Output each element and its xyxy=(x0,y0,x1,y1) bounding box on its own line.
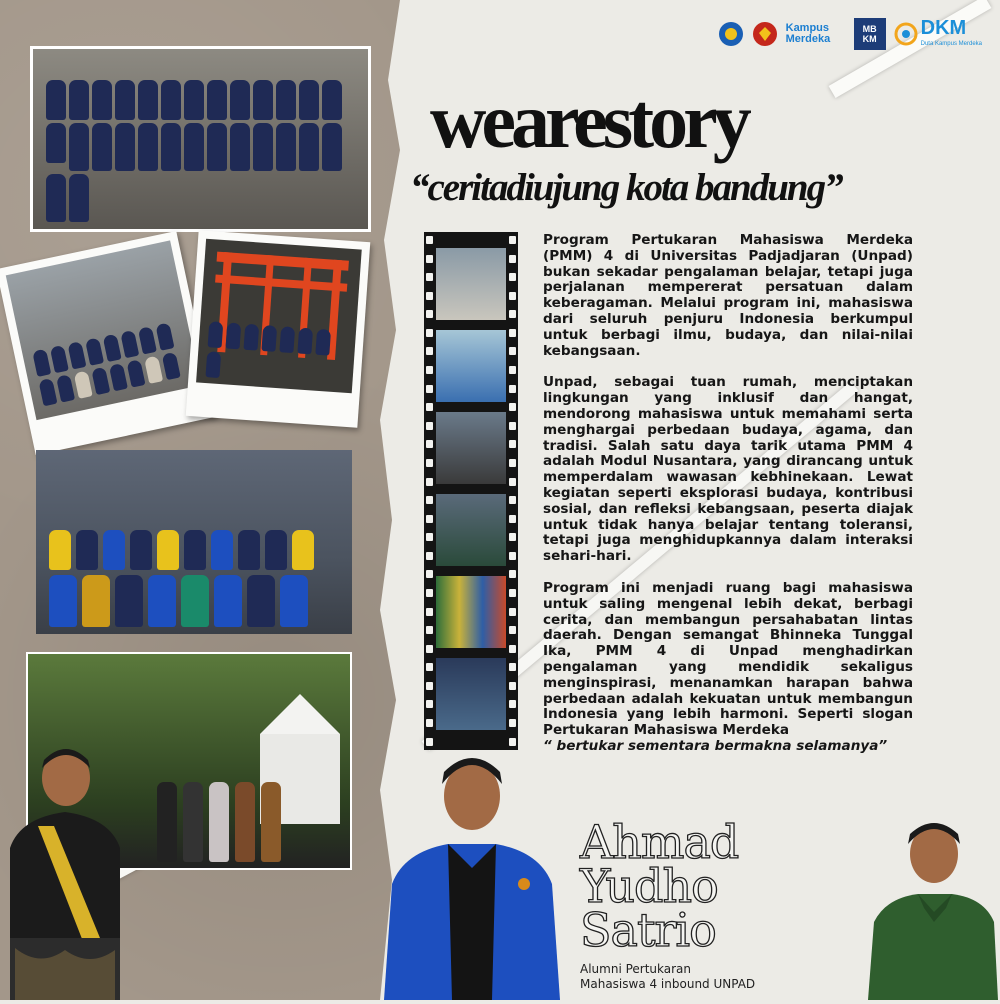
dkm-logo: DKM Duta Kampus Merdeka xyxy=(894,20,982,48)
film-frame xyxy=(436,576,506,648)
film-frame xyxy=(436,330,506,402)
article-paragraph: Program ini menjadi ruang bagi mahasiswa untuk saling mengenal lebih dekat, berbagi cerita, dan membangun persahabatan lintas daerah. Dengan semangat Bhinneka Tunggal Ika, PMM 4 di Unpad menghadirkan pengalaman yang mendidik sekaligus menginspirasi, menanamkan harapan bahwa perbedaan adalah kekuatan untuk membangun Indonesia yang lebih harmoni. Seperti slogan Pertukaran Mahasiswa Merdeka xyxy=(543,579,913,739)
author-role xyxy=(580,962,755,992)
kampus-merdeka-logo: Kampus Merdeka xyxy=(785,22,831,45)
page-title: wearestory xyxy=(430,77,747,164)
article-paragraph: Unpad, sebagai tuan rumah, menciptakan lingkungan yang inklusif dan hangat, mendorong mahasiswa untuk memahami serta menghargai perbedaan budaya, agama, dan tradisi. Salah satu daya tarik utama PMM 4 adalah Modul Nusantara, yang dirancang untuk memperdalam wawasan kebhinekaan. Lewat kegiatan seperti eksplorasi budaya, kontribusi sosial, dan refleksi kebangsaan, peserta diajak untuk tidak hanya belajar tentang toleransi, tetapi juga menghidupkannya dalam interaksi sehari-hari. xyxy=(543,374,913,565)
person-sash-cutout xyxy=(0,738,130,1000)
author-name-line: Ahmad xyxy=(580,815,739,869)
author-name-line: Satrio xyxy=(580,903,716,957)
author-name-line: Yudho xyxy=(580,859,718,913)
article-paragraph: Program Pertukaran Mahasiswa Merdeka (PMM) 4 di Universitas Padjadjaran (Unpad) bukan sekadar pengalaman belajar, tetapi juga perjalanan mempererat persatuan dalam keberagaman. Melalui program ini, mahasiswa dari seluruh penjuru Indonesia berkumpul untuk berbagi ilmu, budaya, dan nilai-nilai kebangsaan. xyxy=(543,232,913,359)
film-frame xyxy=(436,248,506,320)
author-role-line: Alumni Pertukaran xyxy=(580,962,692,976)
slogan-quote: “ bertukar sementara bermakna selamanya” xyxy=(543,737,888,754)
group-photo-top xyxy=(30,46,371,232)
polaroid-photo-torii xyxy=(186,230,371,428)
mbkm-logo: MB KM xyxy=(854,18,886,50)
film-strip xyxy=(424,232,518,750)
article-body xyxy=(543,233,913,755)
film-frame xyxy=(436,658,506,730)
author-name xyxy=(580,815,739,957)
polaroid-photo-indoor xyxy=(0,231,216,455)
film-frame xyxy=(436,412,506,484)
person-green-shirt-cutout xyxy=(866,812,1000,1000)
group-photo-middle xyxy=(36,450,352,634)
film-frame xyxy=(436,494,506,566)
partner-logos xyxy=(718,18,982,50)
garuda-logo xyxy=(752,20,778,48)
tutwuri-logo xyxy=(718,20,744,48)
page-subtitle: “ceritadiujung kota bandung” xyxy=(410,166,842,209)
person-blue-jacket-cutout xyxy=(378,744,566,1000)
author-role-line: Mahasiswa 4 inbound UNPAD xyxy=(580,977,756,991)
